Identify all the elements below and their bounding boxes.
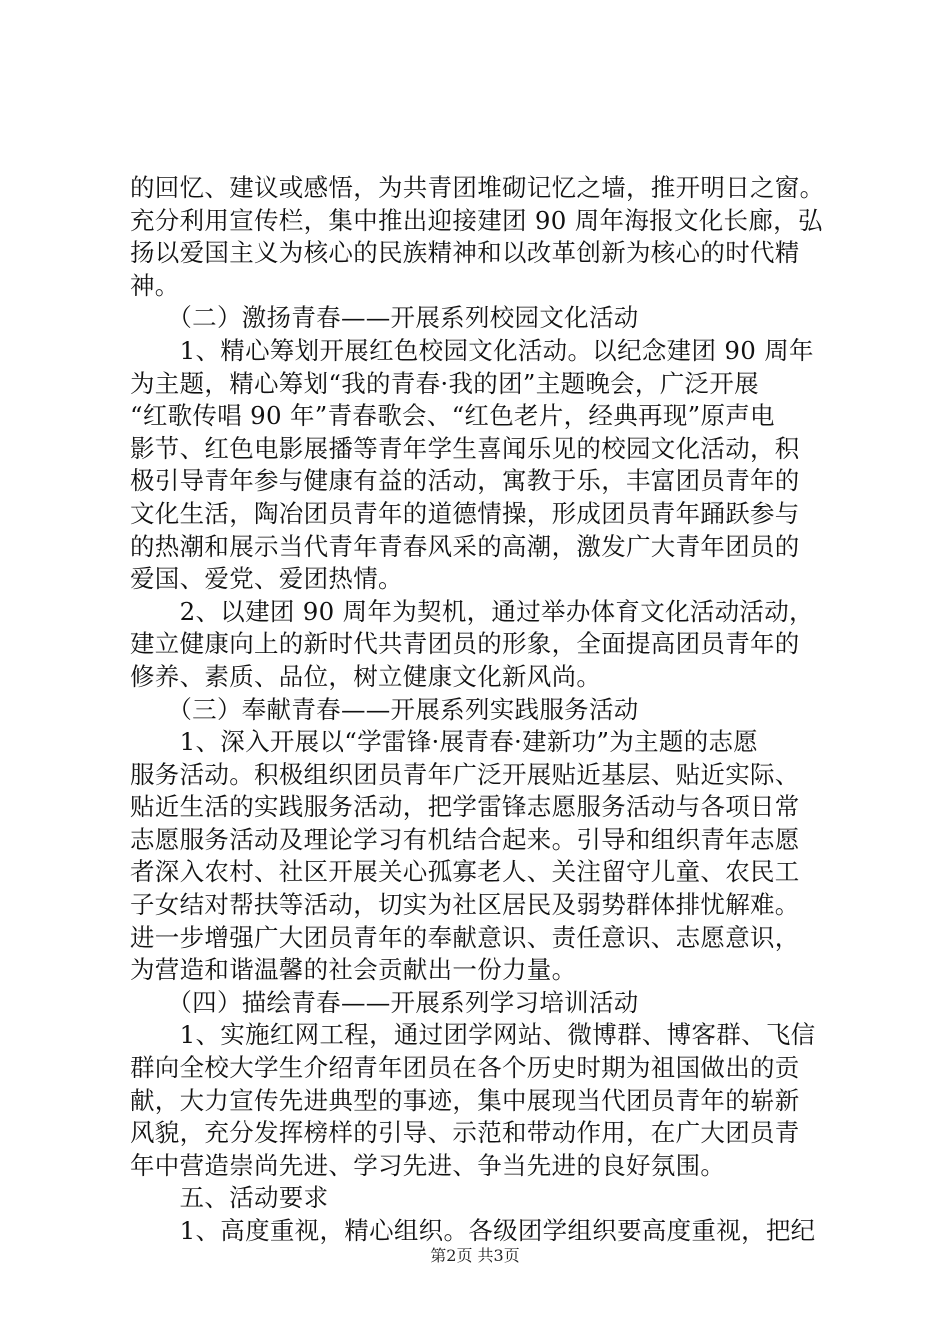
text-line: 影节、红色电影展播等青年学生喜闻乐见的校园文化活动，积 — [130, 433, 800, 463]
text-line: 为营造和谐温馨的社会贡献出一份力量。 — [130, 955, 577, 985]
text-line: 风貌，充分发挥榜样的引导、示范和带动作用，在广大团员青 — [130, 1118, 800, 1148]
text-line: （四）描绘青春——开展系列学习培训活动 — [130, 987, 639, 1017]
text-line: （二）激扬青春——开展系列校园文化活动 — [130, 303, 639, 333]
text-line: 1、深入开展以“学雷锋·展青春·建新功”为主题的志愿 — [130, 727, 759, 757]
text-line: 爱国、爱党、爱团热情。 — [130, 564, 403, 594]
text-line: 极引导青年参与健康有益的活动，寓教于乐，丰富团员青年的 — [130, 466, 800, 496]
text-line: 服务活动。积极组织团员青年广泛开展贴近基层、贴近实际、 — [130, 759, 800, 789]
text-line: “红歌传唱 90 年”青春歌会、“红色老片，经典再现”原声电 — [130, 401, 775, 431]
text-line: 为主题，精心筹划“我的青春·我的团”主题晚会，广泛开展 — [130, 368, 759, 398]
page-footer: 第2页 共3页 — [430, 1246, 520, 1265]
text-line: 1、高度重视，精心组织。各级团学组织要高度重视，把纪 — [130, 1216, 816, 1245]
text-line: 神。 — [130, 270, 180, 300]
text-line: 者深入农村、社区开展关心孤寡老人、关注留守儿童、农民工 — [130, 857, 800, 887]
text-line: 修养、素质、品位，树立健康文化新风尚。 — [130, 661, 602, 691]
text-line: 1、实施红网工程，通过团学网站、微博群、博客群、飞信 — [130, 1020, 816, 1050]
text-line: 群向全校大学生介绍青年团员在各个历史时期为祖国做出的贡 — [130, 1053, 800, 1083]
text-line: 2、以建团 90 周年为契机，通过举办体育文化活动活动， — [130, 596, 814, 626]
document-body — [130, 172, 835, 1248]
text-line: 的热潮和展示当代青年青春风采的高潮，激发广大青年团员的 — [130, 531, 800, 561]
text-line: 文化生活，陶冶团员青年的道德情操，形成团员青年踊跃参与 — [130, 498, 800, 528]
text-line: 的回忆、建议或感悟，为共青团堆砌记忆之墙，推开明日之窗。 — [130, 173, 825, 202]
text-line: 1、精心筹划开展红色校园文化活动。以纪念建团 90 周年 — [130, 335, 814, 365]
text-line: 扬以爱国主义为核心的民族精神和以改革创新为核心的时代精 — [130, 238, 800, 268]
text-line: 五、活动要求 — [130, 1183, 329, 1213]
text-line: 子女结对帮扶等活动，切实为社区居民及弱势群体排忧解难。 — [130, 890, 800, 920]
text-line: 年中营造崇尚先进、学习先进、争当先进的良好氛围。 — [130, 1150, 726, 1180]
text-line: 志愿服务活动及理论学习有机结合起来。引导和组织青年志愿 — [130, 824, 800, 854]
text-line: 献，大力宣传先进典型的事迹，集中展现当代团员青年的崭新 — [130, 1085, 800, 1115]
text-line: （三）奉献青春——开展系列实践服务活动 — [130, 694, 639, 724]
text-line: 贴近生活的实践服务活动，把学雷锋志愿服务活动与各项日常 — [130, 792, 800, 822]
text-line: 建立健康向上的新时代共青团员的形象，全面提高团员青年的 — [130, 629, 800, 659]
text-line: 充分利用宣传栏，集中推出迎接建团 90 周年海报文化长廊，弘 — [130, 205, 823, 235]
text-line: 进一步增强广大团员青年的奉献意识、责任意识、志愿意识， — [130, 922, 800, 952]
